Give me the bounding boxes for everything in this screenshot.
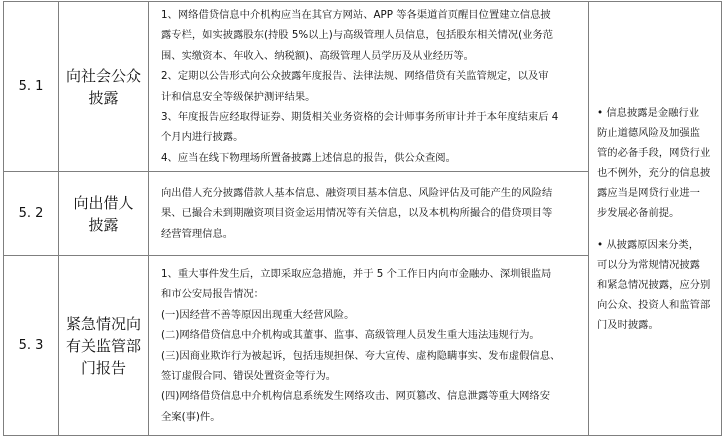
disclosure-table (3, 1, 722, 436)
row-title-line: 披露 (88, 88, 119, 107)
note-line: 管的必备手段，网贷行业 (597, 146, 711, 159)
row-title-line: 有关监管部 (65, 336, 141, 355)
note-line: • 信息披露是金融行业 (597, 106, 700, 119)
content-line: 果、已撮合未到期融资项目资金运用情况等有关信息，以及本机构所撮合的借贷项目等 (161, 207, 553, 220)
content-line: 露专栏，如实披露股东(持股 5%以上)与高级管理人员信息，包括股东相关情况(业务范 (161, 29, 554, 42)
content-line: 3、年度报告应经取得证券、期货相关业务资格的会计师事务所审计并于本年度结束后 4 (161, 110, 559, 123)
note-line: 和紧急情况披露，应分别 (597, 278, 711, 291)
note-line: 防止道德风险及加强监 (597, 126, 700, 139)
content-line: 2、定期以公告形式向公众披露年度报告、法律法规、网络借贷有关监管规定，以及审 (161, 70, 549, 83)
table-row (4, 2, 722, 172)
note-line: • 从披露原因来分类， (597, 238, 700, 251)
content-line: 4、应当在线下物理场所置备披露上述信息的报告，供公众查阅。 (161, 151, 456, 164)
summary-notes (589, 2, 722, 436)
content-line: 向出借人充分披露借款人基本信息、融资项目基本信息、风险评估及可能产生的风险结 (161, 186, 553, 199)
content-line: 围、实缴资本、年收入、纳税额)、高级管理人员学历及从业经历等。 (161, 49, 474, 62)
row-content (149, 256, 589, 436)
row-title-line: 披露 (88, 215, 119, 234)
row-title-line: 紧急情况向 (65, 314, 141, 333)
note-spacer (597, 223, 715, 235)
row-number: 5. 3 (4, 256, 59, 436)
row-number: 5. 2 (4, 172, 59, 256)
content-line: 1、重大事件发生后，立即采取应急措施，并于 5 个工作日内向市金融办、深圳银监局 (161, 267, 552, 280)
row-title (59, 2, 149, 172)
note-line: 露应当是网贷行业进一 (597, 186, 700, 199)
row-title-line: 向社会公众 (65, 66, 141, 85)
content-line: 签订虚假合同、错误处置资金等行为。 (161, 369, 337, 382)
content-line: 计和信息安全等级保护测评结果。 (161, 90, 316, 103)
row-title (59, 172, 149, 256)
row-title-line: 门报告 (80, 358, 126, 377)
row-title (59, 256, 149, 436)
content-line: 1、网络借贷信息中介机构应当在其官方网站、APP 等各渠道首页醒目位置建立信息披 (161, 8, 551, 21)
content-line: (一)因经营不善等原因出现重大经营风险。 (161, 308, 355, 321)
content-line: 个月内进行披露。 (161, 131, 244, 144)
note-line: 向公众、投资人和监管部 (597, 298, 711, 311)
row-title-line: 向出借人 (73, 193, 134, 212)
row-content (149, 2, 589, 172)
content-line: (二)网络借贷信息中介机构或其董事、监事、高级管理人员发生重大违法违规行为。 (161, 329, 540, 342)
row-content (149, 172, 589, 256)
content-line: 和市公安局报告情况： (161, 288, 264, 301)
note-line: 也不例外，充分的信息披 (597, 166, 711, 179)
content-line: (四)网络借贷信息中介机构信息系统发生网络攻击、网页篡改、信息泄露等重大网络安 (161, 390, 551, 403)
content-line: 全案(事)件。 (161, 410, 221, 423)
content-line: (三)因商业欺诈行为被起诉，包括违规担保、夸大宣传、虚构隐瞒事实、发布虚假信息、 (161, 349, 561, 362)
note-line: 门及时披露。 (597, 318, 659, 331)
note-line: 可以分为常规情况披露 (597, 258, 700, 271)
content-line: 经营管理信息。 (161, 227, 234, 240)
note-line: 步发展必备前提。 (597, 206, 680, 219)
row-number: 5. 1 (4, 2, 59, 172)
